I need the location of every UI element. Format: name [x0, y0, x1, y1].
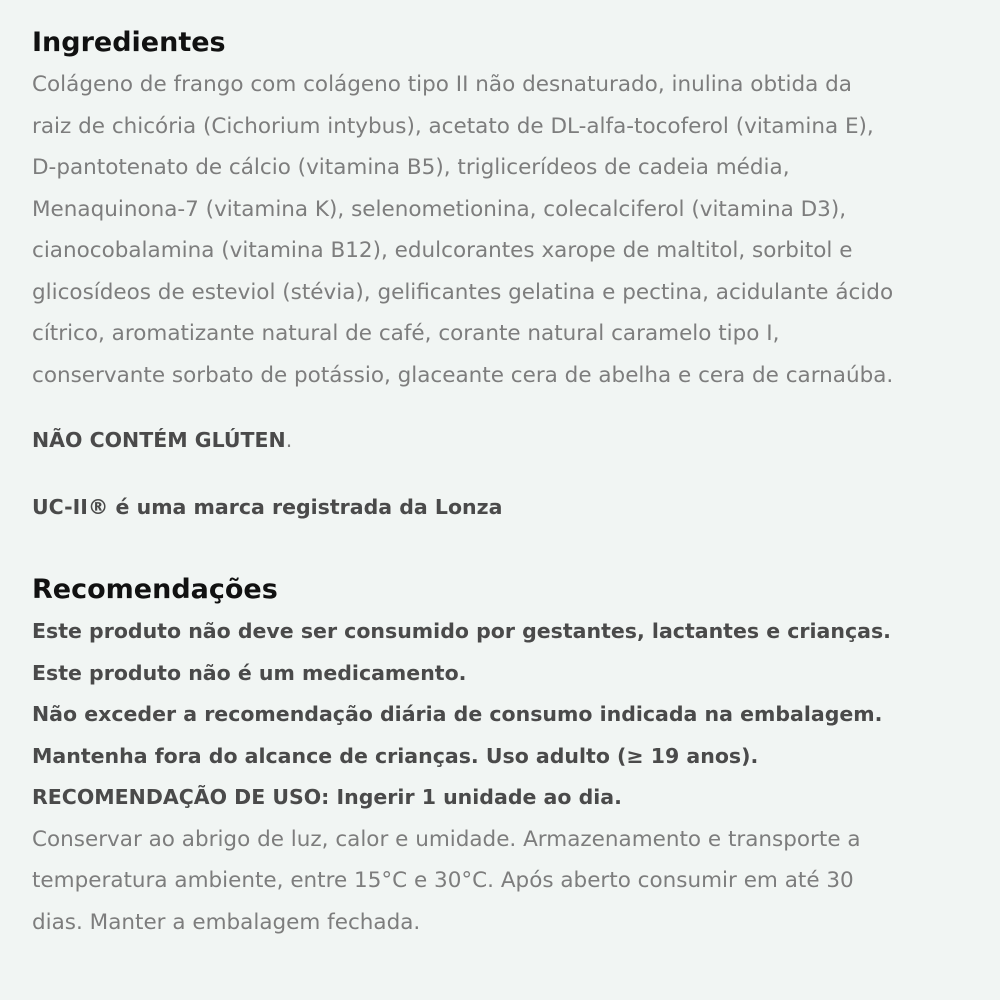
- warning-line: Mantenha fora do alcance de crianças. Uso adulto (≥ 19 anos).: [32, 743, 759, 768]
- ingredients-line: Colágeno de frango com colágeno tipo II não desnaturado, inulina obtida da: [32, 72, 852, 97]
- ingredients-text: [32, 64, 982, 396]
- warning-line: Não exceder a recomendação diária de consumo indicada na embalagem.: [32, 702, 883, 726]
- ingredients-line: D-pantotenato de cálcio (vitamina B5), triglicerídeos de cadeia média,: [32, 155, 790, 180]
- ingredients-line: cianocobalamina (vitamina B12), edulcorantes xarope de maltitol, sorbitol e: [32, 238, 853, 263]
- gluten-free-notice: [32, 420, 292, 462]
- ingredients-line: cítrico, aromatizante natural de café, corante natural caramelo tipo I,: [32, 321, 780, 346]
- storage-line: temperatura ambiente, entre 15°C e 30°C. Após aberto consumir em até 30: [32, 868, 854, 893]
- warning-line: Este produto não deve ser consumido por gestantes, lactantes e crianças.: [32, 619, 891, 643]
- storage-instructions: [32, 819, 982, 944]
- ingredients-line: raiz de chicória (Cichorium intybus), acetato de DL-alfa-tocoferol (vitamina E),: [32, 113, 874, 139]
- recommendations-warnings: [32, 611, 982, 819]
- product-info-content: [32, 22, 982, 943]
- ingredients-line: glicosídeos de esteviol (stévia), gelificantes gelatina e pectina, acidulante ácido: [32, 279, 894, 305]
- storage-line: Conservar ao abrigo de luz, calor e umidade. Armazenamento e transporte a: [32, 826, 861, 852]
- ingredients-heading: Ingredientes: [32, 27, 226, 58]
- gluten-free-text: NÃO CONTÉM GLÚTEN: [32, 428, 286, 452]
- warning-line: Este produto não é um medicamento.: [32, 660, 467, 685]
- recommendations-heading: Recomendações: [32, 574, 278, 605]
- usage-recommendation: RECOMENDAÇÃO DE USO: Ingerir 1 unidade ao dia.: [32, 785, 622, 809]
- ingredients-line: Menaquinona-7 (vitamina K), selenometionina, colecalciferol (vitamina D3),: [32, 196, 847, 222]
- gluten-free-period: .: [285, 428, 293, 452]
- ingredients-line: conservante sorbato de potássio, glaceante cera de abelha e cera de carnaúba.: [32, 362, 894, 388]
- storage-line: dias. Manter a embalagem fechada.: [32, 909, 421, 935]
- trademark-notice: UC-II® é uma marca registrada da Lonza: [32, 494, 503, 519]
